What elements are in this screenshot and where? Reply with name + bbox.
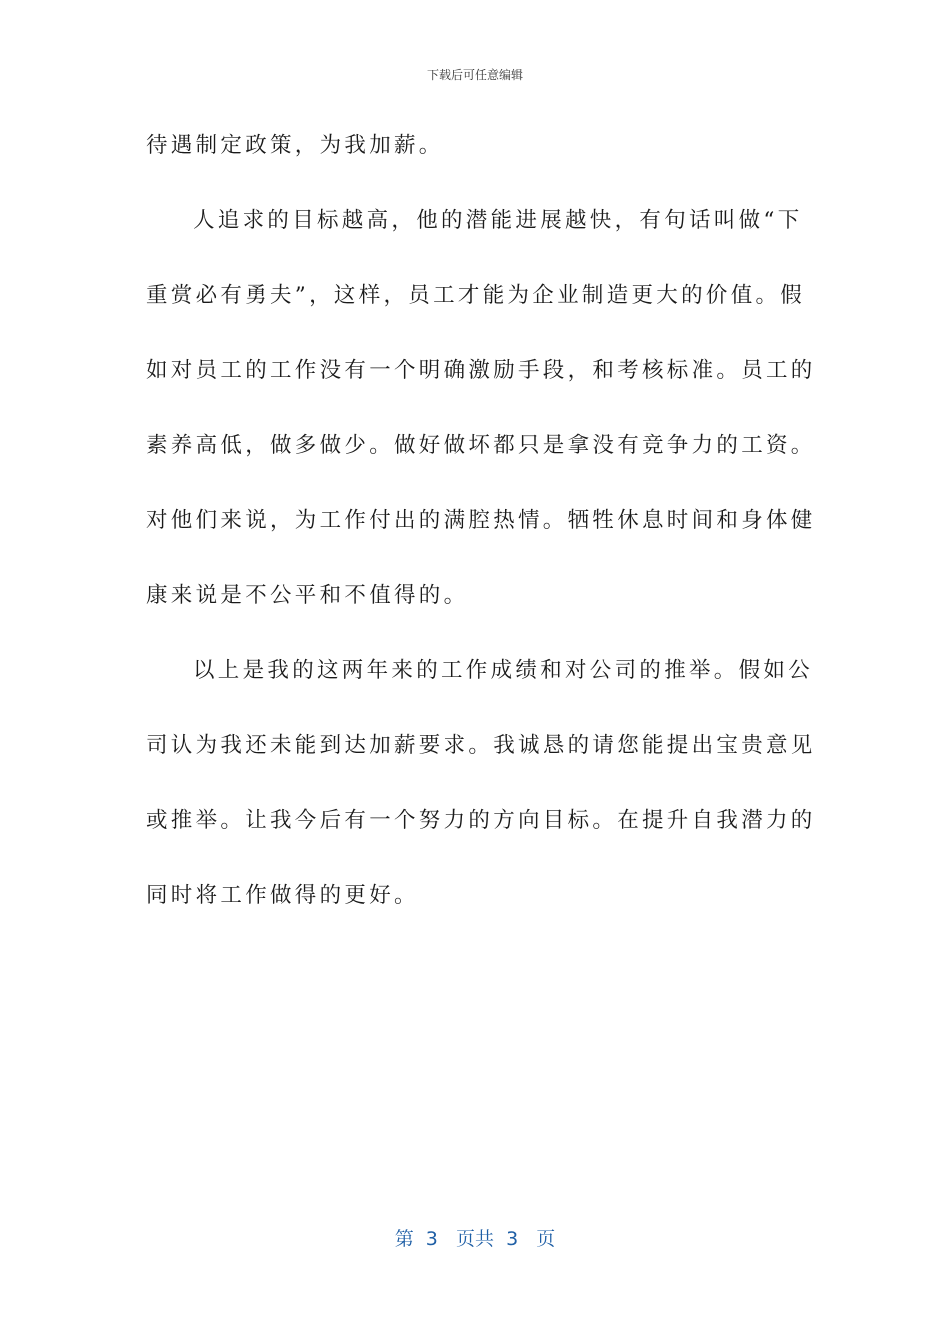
text-line: 素养高低，做多做少。做好做坏都只是拿没有竞争力的工资。 [146,433,816,458]
text-line: 对他们来说，为工作付出的满腔热情。牺牲休息时间和身体健 [146,508,816,533]
document-body [146,124,816,949]
text-line: 或推举。让我今后有一个努力的方向目标。在提升自我潜力的 [146,808,816,833]
page-footer: 第 3 页共 3 页 [394,1228,556,1250]
text-line: 如对员工的工作没有一个明确激励手段，和考核标准。员工的 [146,358,816,383]
text-line: 以上是我的这两年来的工作成绩和对公司的推举。假如公 [193,658,814,683]
header-note: 下载后可任意编辑 [426,68,523,82]
text-line: 重赏必有勇夫”，这样，员工才能为企业制造更大的价值。假 [146,283,806,308]
text-line: 康来说是不公平和不值得的。 [146,583,469,608]
text-line: 同时将工作做得的更好。 [146,883,419,908]
text-line: 司认为我还未能到达加薪要求。我诚恳的请您能提出宝贵意见 [146,733,816,758]
text-line: 人追求的目标越高，他的潜能进展越快，有句话叫做“下 [193,208,803,233]
text-line: 待遇制定政策，为我加薪。 [146,133,444,158]
